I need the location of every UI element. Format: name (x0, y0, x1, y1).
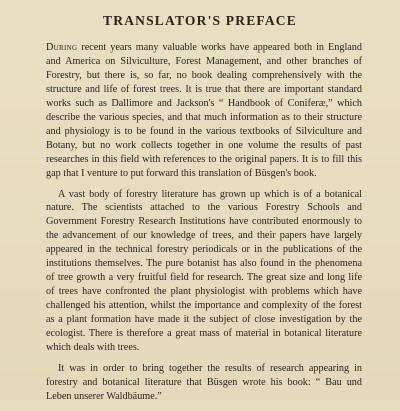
paragraph-1-text: recent years many valuable works have appeared both in England and America on Silviculture, Forest Management, and other branches of Forestry, but there is, so far, no book dealing comprehensively with the structure and life of forest trees. It is true that there are important standard works such as Dallimore and Jackson's “ Handbook of Coniferæ,” which describe the various species, and that much information as to their structure and physiology is to be found in the various textbooks of Silviculture and Botany, but no work collects together in one volume the results of past researches in this field with references to the original papers. It is to fill this gap that I venture to put forward this translation of Büsgen's book. (46, 42, 362, 179)
paragraph-3: It was in order to bring together the results of research appearing in forestry and botanical literature that Büsgen wrote his book: “ Bau und Leben unserer Waldbäume.” (46, 362, 362, 402)
paragraph-2: A vast body of forestry literature has grown up which is of a botanical nature. The scientists attached to the various Forestry Schools and Government Forestry Research Institutions have contributed enormously to the advancement of our knowledge of trees, and their papers have largely appeared in the technical forestry periodicals or in the publications of the institutions themselves. The pure botanist has also found in the phenomena of tree growth a very fruitful field for research. The great size and long life of trees have confronted the plant physiologist with problems which have challenged his attention, whilst the importance and complexity of the forest as a plant formation have made it the subject of close investigation by the ecologist. There is therefore a great mass of material in botanical literature which deals with trees. (46, 188, 362, 354)
paragraph-1 (46, 41, 362, 181)
preface-body (46, 41, 362, 411)
page-title: TRANSLATOR'S PREFACE (103, 13, 297, 28)
paragraph-1-lead: During (46, 42, 78, 53)
